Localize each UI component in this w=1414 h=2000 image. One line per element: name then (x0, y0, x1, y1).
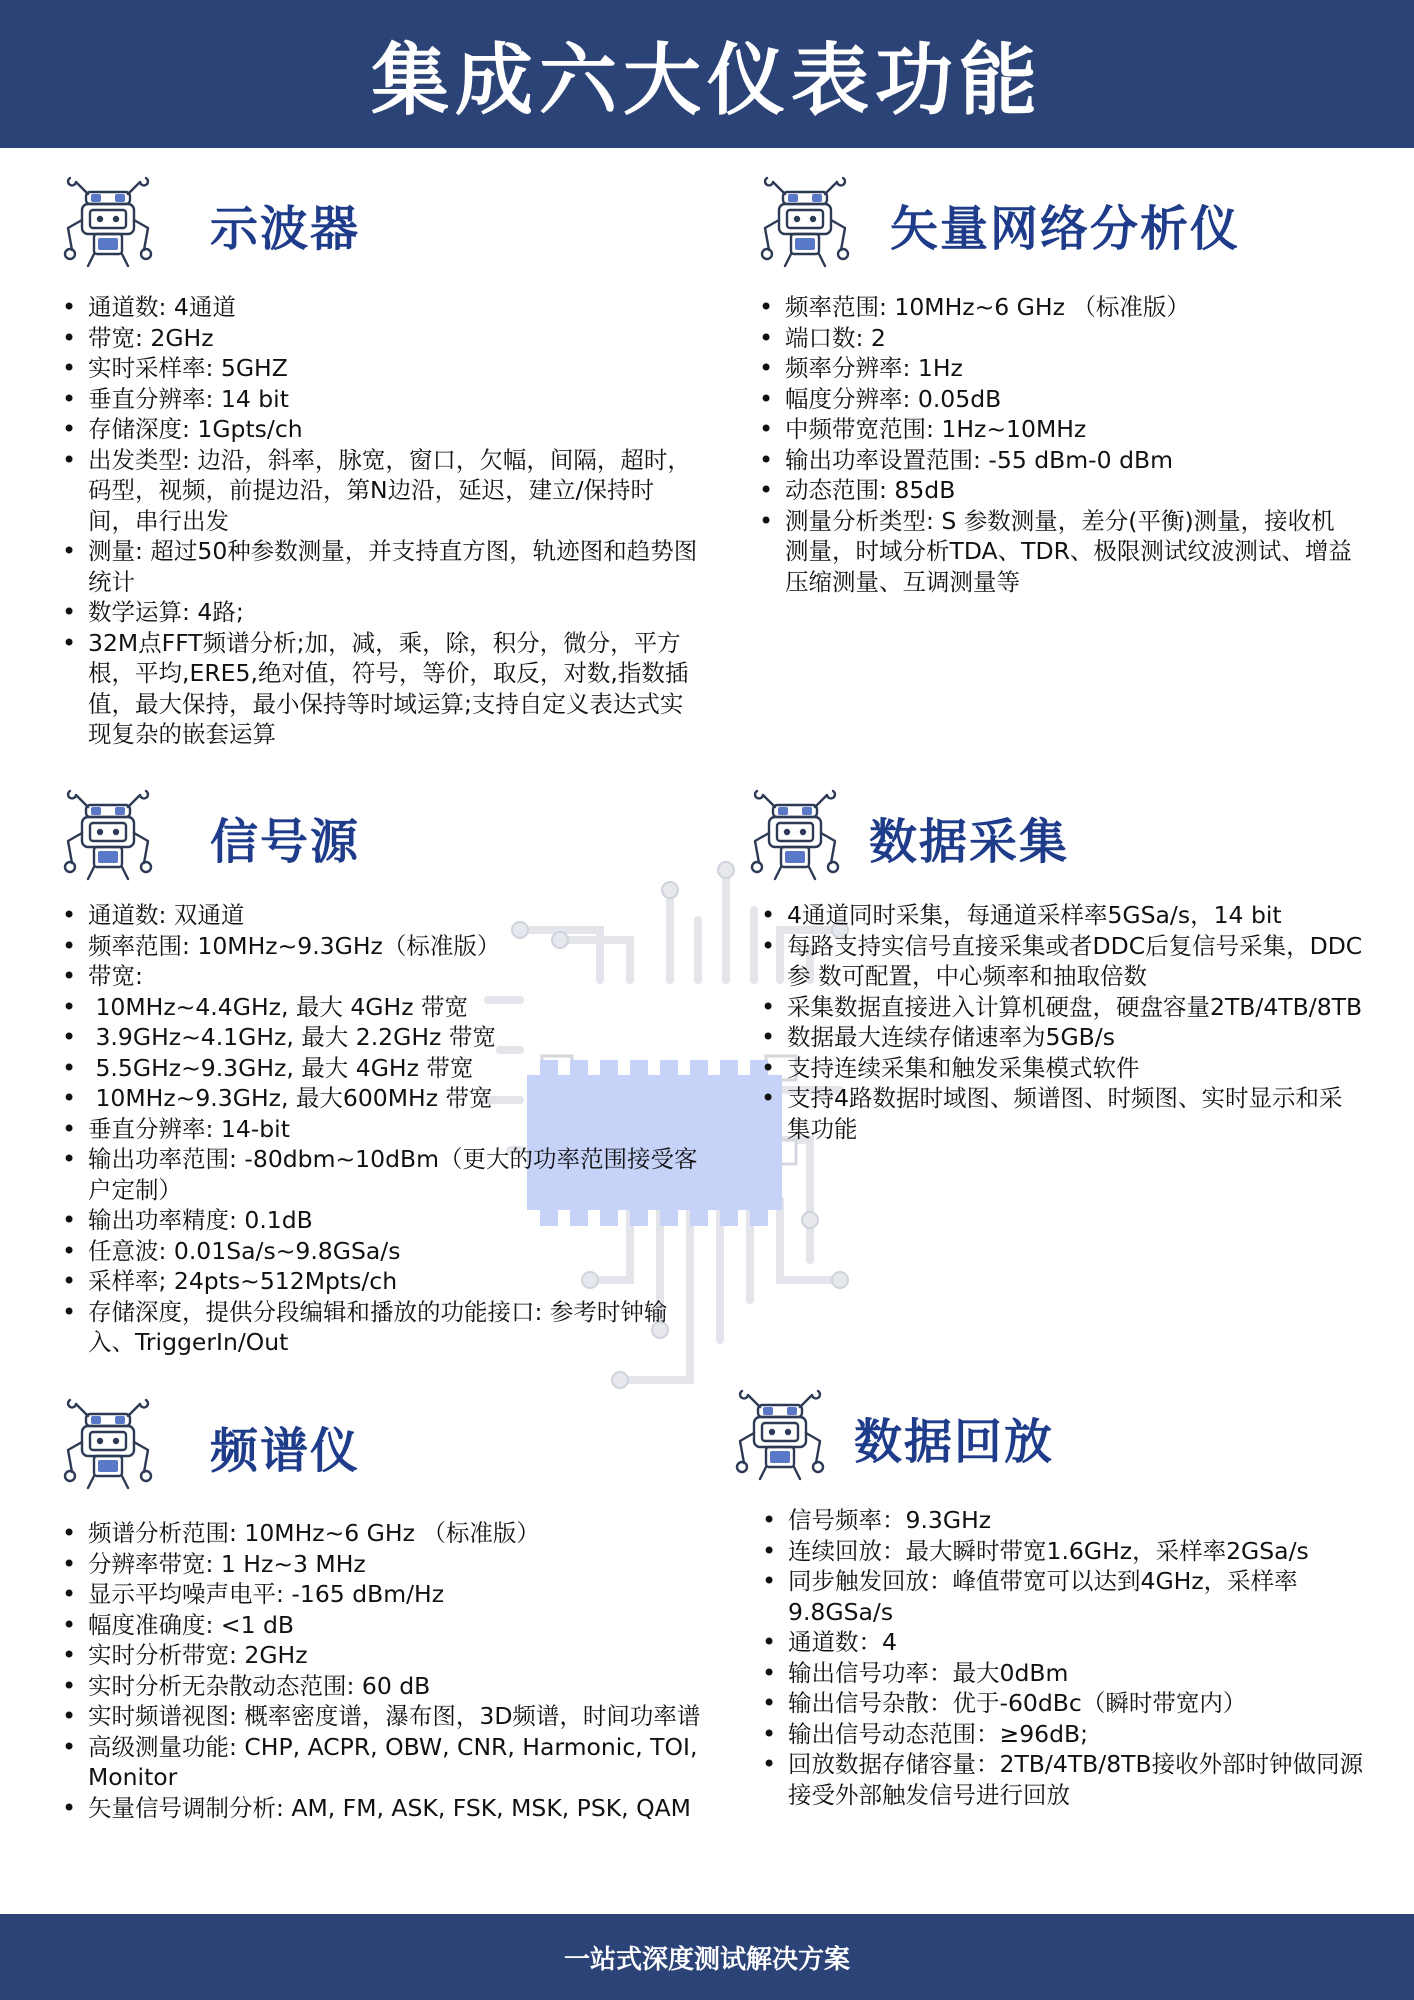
robot-icon (745, 785, 845, 885)
list-item: • 同步触发回放：峰值带宽可以达到4GHz，采样率9.8GSa/s (758, 1566, 1370, 1627)
list-item: • 实时采样率: 5GHZ (58, 353, 698, 384)
robot-icon (58, 172, 158, 272)
list-item: • 数学运算: 4路; (58, 597, 698, 628)
list-item: • 4通道同时采集，每通道采样率5GSa/s，14 bit (757, 900, 1365, 931)
list-item: • 频率范围: 10MHz~6 GHz （标准版） (755, 292, 1355, 323)
section-title: 信号源 (210, 814, 361, 870)
list-item: • 任意波: 0.01Sa/s~9.8GSa/s (58, 1236, 708, 1267)
section-title: 示波器 (210, 201, 361, 257)
page-header (0, 0, 1414, 148)
list-item: • 实时分析带宽: 2GHz (58, 1640, 708, 1671)
list-item: • 端口数: 2 (755, 323, 1355, 354)
list-item: • 数据最大连续存储速率为5GB/s (757, 1022, 1365, 1053)
list-item: • 频率分辨率: 1Hz (755, 353, 1355, 384)
section-title: 频谱仪 (210, 1423, 361, 1479)
list-item: • 动态范围: 85dB (755, 475, 1355, 506)
section-title: 数据采集 (869, 814, 1070, 870)
list-item: • 输出信号杂散：优于-60dBc（瞬时带宽内） (758, 1688, 1370, 1719)
list-item: • 10MHz~4.4GHz, 最大 4GHz 带宽 (58, 992, 708, 1023)
page-footer (0, 1914, 1414, 2000)
list-item: • 出发类型: 边沿，斜率，脉宽，窗口，欠幅，间隔，超时，码型，视频，前提边沿，第N边沿，延迟，建立/保持时间，串行出发 (58, 445, 698, 537)
section-spectrum-analyzer (58, 1394, 708, 1823)
section-signal-source (58, 785, 708, 1358)
list-item: • 通道数：4 (758, 1627, 1370, 1658)
list-item: • 实时频谱视图: 概率密度谱，瀑布图，3D频谱，时间功率谱 (58, 1701, 708, 1732)
list-item: • 测量: 超过50种参数测量，并支持直方图，轨迹图和趋势图统计 (58, 536, 698, 597)
list-item: • 分辨率带宽: 1 Hz~3 MHz (58, 1549, 708, 1580)
section-vna (755, 172, 1355, 597)
list-item: • 采集数据直接进入计算机硬盘，硬盘容量2TB/4TB/8TB (757, 992, 1365, 1023)
section-data-acquisition (745, 785, 1365, 1144)
robot-icon (730, 1385, 830, 1485)
list-item: • 输出信号动态范围：≥96dB; (758, 1719, 1370, 1750)
list-item: • 32M点FFT频谱分析;加，减，乘，除，积分，微分，平方根，平均,ERE5,绝对值，符号，等价，取反，对数,指数插值，最大保持，最小保持等时域运算;支持自定义表达式实现复杂的嵌套运算 (58, 628, 698, 750)
list-item: • 连续回放：最大瞬时带宽1.6GHz，采样率2GSa/s (758, 1536, 1370, 1567)
list-item: • 幅度准确度: <1 dB (58, 1610, 708, 1641)
list-item: • 测量分析类型: S 参数测量，差分(平衡)测量，接收机测量，时域分析TDA、TDR、极限测试纹波测试、增益压缩测量、互调测量等 (755, 506, 1355, 598)
list-item: • 回放数据存储容量：2TB/4TB/8TB接收外部时钟做同源接受外部触发信号进行回放 (758, 1749, 1370, 1810)
list-item: • 通道数: 4通道 (58, 292, 698, 323)
list-item: • 矢量信号调制分析: AM, FM, ASK, FSK, MSK, PSK, QAM (58, 1793, 708, 1824)
list-item: • 垂直分辨率: 14 bit (58, 384, 698, 415)
list-item: • 频率范围: 10MHz~9.3GHz（标准版） (58, 931, 708, 962)
list-item: • 输出功率精度: 0.1dB (58, 1205, 708, 1236)
robot-icon (58, 785, 158, 885)
list-item: • 幅度分辨率: 0.05dB (755, 384, 1355, 415)
robot-icon (58, 1394, 158, 1494)
list-item: • 存储深度: 1Gpts/ch (58, 414, 698, 445)
list-item: • 通道数: 双通道 (58, 900, 708, 931)
footer-slogan: 一站式深度测试解决方案 (563, 1944, 850, 1975)
list-item: • 支持连续采集和触发采集模式软件 (757, 1053, 1365, 1084)
section-title: 数据回放 (854, 1414, 1055, 1470)
list-item: • 带宽: (58, 961, 708, 992)
list-item: • 5.5GHz~9.3GHz, 最大 4GHz 带宽 (58, 1053, 708, 1084)
section-oscilloscope (58, 172, 698, 750)
list-item: • 带宽: 2GHz (58, 323, 698, 354)
list-item: • 垂直分辨率: 14-bit (58, 1114, 708, 1145)
list-item: • 输出功率设置范围: -55 dBm-0 dBm (755, 445, 1355, 476)
list-item: • 高级测量功能: CHP, ACPR, OBW, CNR, Harmonic, TOI, Monitor (58, 1732, 708, 1793)
list-item: • 中频带宽范围: 1Hz~10MHz (755, 414, 1355, 445)
robot-icon (755, 172, 855, 272)
list-item: • 支持4路数据时域图、频谱图、时频图、实时显示和采集功能 (757, 1083, 1365, 1144)
section-title: 矢量网络分析仪 (890, 201, 1241, 257)
list-item: • 实时分析无杂散动态范围: 60 dB (58, 1671, 708, 1702)
list-item: • 频谱分析范围: 10MHz~6 GHz （标准版） (58, 1518, 708, 1549)
list-item: • 输出功率范围: -80dbm~10dBm（更大的功率范围接受客户定制） (58, 1144, 708, 1205)
page-title: 集成六大仪表功能 (370, 36, 1043, 126)
list-item: • 每路支持实信号直接采集或者DDC后复信号采集，DDC参 数可配置，中心频率和抽取倍数 (757, 931, 1365, 992)
list-item: • 显示平均噪声电平: -165 dBm/Hz (58, 1579, 708, 1610)
list-item: • 存储深度，提供分段编辑和播放的功能接口: 参考时钟输入、TriggerIn/Out (58, 1297, 708, 1358)
list-item: • 采样率; 24pts~512Mpts/ch (58, 1266, 708, 1297)
list-item: • 10MHz~9.3GHz, 最大600MHz 带宽 (58, 1083, 708, 1114)
list-item: • 信号频率：9.3GHz (758, 1505, 1370, 1536)
section-data-playback (730, 1385, 1370, 1810)
list-item: • 3.9GHz~4.1GHz, 最大 2.2GHz 带宽 (58, 1022, 708, 1053)
list-item: • 输出信号功率：最大0dBm (758, 1658, 1370, 1689)
